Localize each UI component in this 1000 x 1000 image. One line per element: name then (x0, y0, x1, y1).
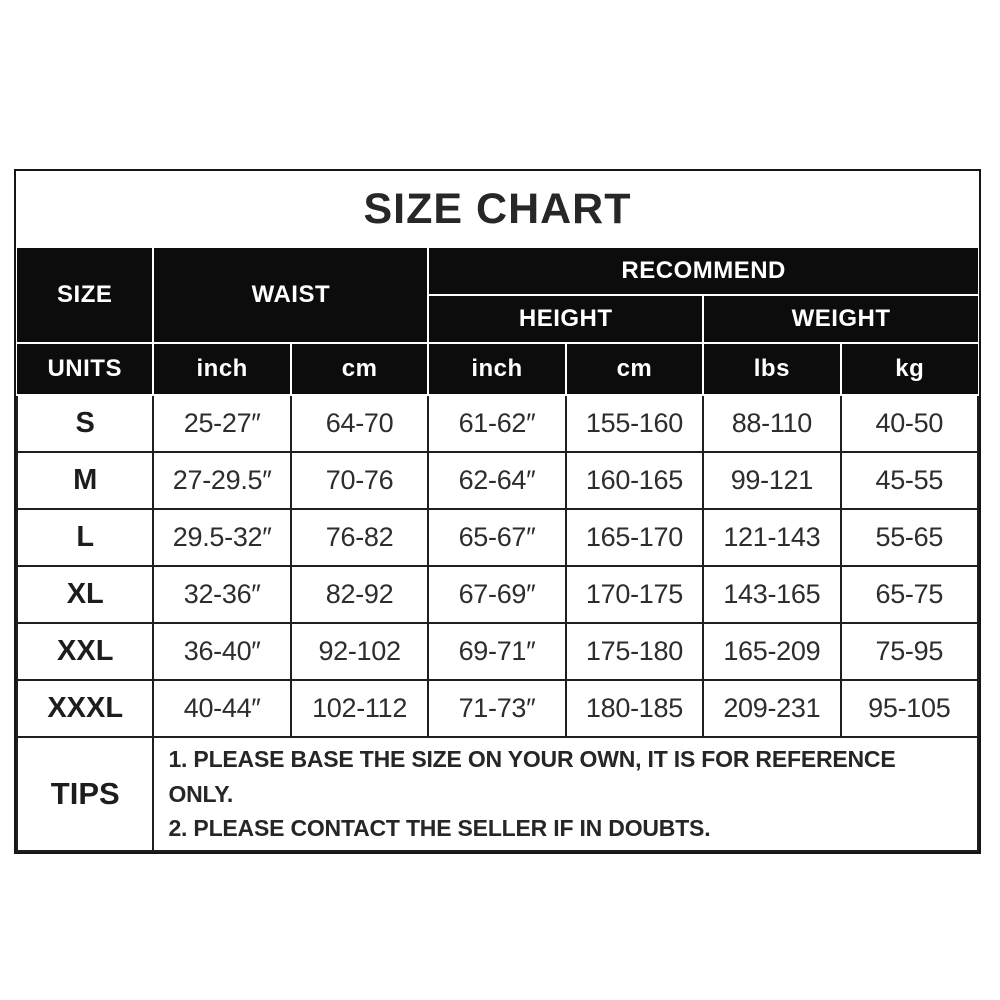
value-cell: 65-67″ (428, 509, 565, 566)
size-cell: M (17, 452, 153, 509)
value-cell: 40-44″ (153, 680, 290, 737)
value-cell: 70-76 (291, 452, 428, 509)
value-cell: 71-73″ (428, 680, 565, 737)
value-cell: 165-170 (566, 509, 703, 566)
title-row (16, 171, 979, 248)
tips-line-1: 1. PLEASE BASE THE SIZE ON YOUR OWN, IT IS FOR REFERENCE ONLY. (168, 746, 896, 807)
header-size: SIZE (17, 248, 153, 343)
value-cell: 165-209 (703, 623, 840, 680)
value-cell: 65-75 (841, 566, 978, 623)
tips-row (17, 737, 978, 851)
value-cell: 36-40″ (153, 623, 290, 680)
value-cell: 45-55 (841, 452, 978, 509)
table-row-xxxl (17, 680, 978, 737)
header-recommend: RECOMMEND (428, 248, 978, 295)
unit-waist-cm: cm (291, 343, 428, 395)
header-height: HEIGHT (428, 295, 703, 343)
unit-weight-kg: kg (841, 343, 978, 395)
value-cell: 67-69″ (428, 566, 565, 623)
value-cell: 62-64″ (428, 452, 565, 509)
units-row (17, 343, 978, 395)
value-cell: 160-165 (566, 452, 703, 509)
table-row-m (17, 452, 978, 509)
value-cell: 27-29.5″ (153, 452, 290, 509)
size-cell: L (17, 509, 153, 566)
value-cell: 40-50 (841, 395, 978, 452)
value-cell: 155-160 (566, 395, 703, 452)
value-cell: 102-112 (291, 680, 428, 737)
size-cell: XXXL (17, 680, 153, 737)
value-cell: 55-65 (841, 509, 978, 566)
page-title: SIZE CHART (363, 185, 632, 233)
value-cell: 82-92 (291, 566, 428, 623)
table-row-s (17, 395, 978, 452)
table-row-xl (17, 566, 978, 623)
unit-weight-lbs: lbs (703, 343, 840, 395)
value-cell: 75-95 (841, 623, 978, 680)
value-cell: 209-231 (703, 680, 840, 737)
value-cell: 180-185 (566, 680, 703, 737)
value-cell: 95-105 (841, 680, 978, 737)
value-cell: 29.5-32″ (153, 509, 290, 566)
value-cell: 121-143 (703, 509, 840, 566)
unit-height-inch: inch (428, 343, 565, 395)
size-table (16, 248, 979, 852)
value-cell: 88-110 (703, 395, 840, 452)
unit-waist-inch: inch (153, 343, 290, 395)
size-cell: S (17, 395, 153, 452)
header-row-1 (17, 248, 978, 295)
value-cell: 61-62″ (428, 395, 565, 452)
value-cell: 69-71″ (428, 623, 565, 680)
size-chart-panel (14, 169, 981, 854)
units-label: UNITS (17, 343, 153, 395)
unit-height-cm: cm (566, 343, 703, 395)
tips-label: TIPS (17, 737, 153, 851)
header-waist: WAIST (153, 248, 428, 343)
value-cell: 25-27″ (153, 395, 290, 452)
value-cell: 76-82 (291, 509, 428, 566)
value-cell: 92-102 (291, 623, 428, 680)
table-row-xxl (17, 623, 978, 680)
tips-line-2: 2. PLEASE CONTACT THE SELLER IF IN DOUBTS. (168, 815, 711, 841)
value-cell: 32-36″ (153, 566, 290, 623)
value-cell: 99-121 (703, 452, 840, 509)
table-row-l (17, 509, 978, 566)
size-cell: XL (17, 566, 153, 623)
tips-text (153, 737, 978, 851)
value-cell: 64-70 (291, 395, 428, 452)
size-cell: XXL (17, 623, 153, 680)
value-cell: 170-175 (566, 566, 703, 623)
header-weight: WEIGHT (703, 295, 978, 343)
value-cell: 143-165 (703, 566, 840, 623)
value-cell: 175-180 (566, 623, 703, 680)
